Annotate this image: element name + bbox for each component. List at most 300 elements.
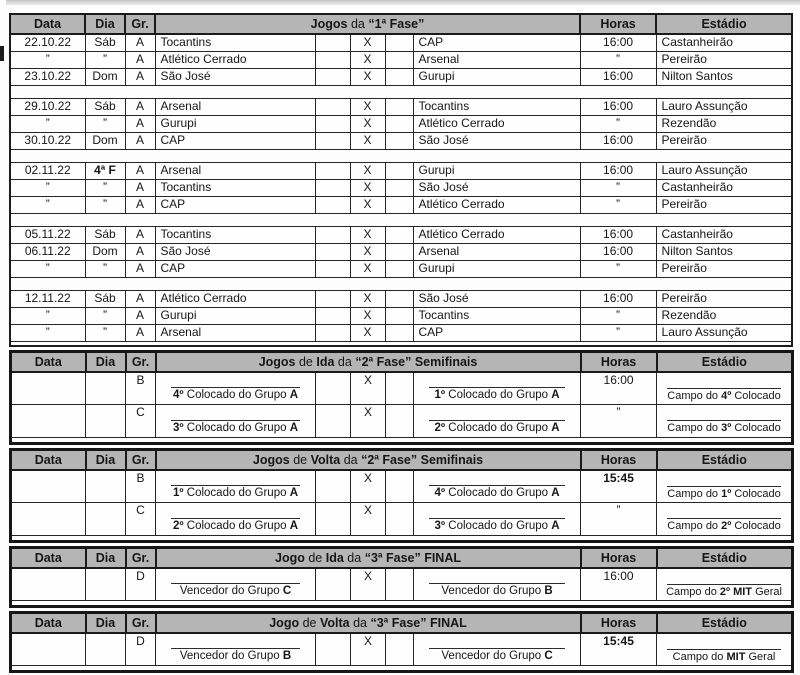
score-box-away [385,226,413,243]
col-header-horas: Horas [580,14,656,34]
time-cell: 16:00 [580,243,656,260]
away-team-cell [414,568,581,601]
home-team-label: 4º Colocado do Grupo A [172,389,299,402]
stadium-cell: Pereirão [656,290,792,307]
fill-slot [419,635,575,664]
score-box-home [315,243,350,260]
score-box-home [315,98,350,115]
col-header-data: Data [11,450,86,470]
stadium-cell: Rezendão [656,115,792,132]
day-cell: Sáb [85,98,125,115]
stadium-cell [657,568,793,601]
group-cell: A [125,243,155,260]
home-team-cell: Gurupi [155,307,315,324]
section-header-row [11,548,793,568]
date-cell: ” [10,324,85,341]
col-header-dia: Dia [86,613,126,633]
scan-artifact-top-band [6,0,800,5]
playoff-row [11,405,793,438]
time-cell: 16:00 [580,132,656,149]
stadium-cell [657,633,793,666]
score-box-home [316,405,351,438]
home-team-label: Vencedor do Grupo B [179,650,292,663]
section-ida-2fase [9,350,794,445]
separator-space [10,341,792,346]
group-cell: A [125,68,155,85]
date-cell: 05.11.22 [10,226,85,243]
score-box-away [385,243,413,260]
date-cell [11,372,86,405]
separator-space [11,601,793,607]
date-cell [11,405,86,438]
home-team-cell [156,503,316,536]
separator-row [10,85,792,98]
date-cell [11,470,86,503]
day-cell: Sáb [85,290,125,307]
score-box-away [386,372,414,405]
stadium-cell [657,405,793,438]
group-cell: A [125,307,155,324]
away-team-cell [414,503,581,536]
day-cell [86,470,126,503]
table-bottom-padding [11,601,793,607]
home-team-cell: Gurupi [155,115,315,132]
fill-slot [419,570,575,599]
day-cell: ” [85,179,125,196]
score-box-home [315,260,350,277]
day-cell: ” [85,260,125,277]
home-team-cell: Arsenal [155,98,315,115]
col-header-estadio: Estádio [657,352,793,372]
date-cell: 30.10.22 [10,132,85,149]
home-team-label: 2º Colocado do Grupo A [172,519,299,532]
match-row [10,179,792,196]
stadium-cell [657,503,793,536]
stadium-label: Campo do 3º Colocado [667,422,781,435]
col-header-dia: Dia [86,450,126,470]
score-box-home [315,196,350,213]
match-row [10,290,792,307]
x-cell: X [350,132,385,149]
section-title: Jogo de Ida da “3ª Fase” FINAL [156,548,581,568]
day-cell [86,633,126,666]
stadium-cell: Castanheirão [656,226,792,243]
away-team-cell: Atlético Cerrado [413,196,580,213]
score-box-home [315,162,350,179]
away-team-cell: CAP [413,34,580,51]
score-box-away [385,324,413,341]
home-team-cell [156,405,316,438]
x-cell: X [350,196,385,213]
stadium-cell: Pereirão [656,51,792,68]
score-box-away [385,196,413,213]
group-cell: A [125,162,155,179]
day-cell: ” [85,51,125,68]
x-cell: X [351,405,386,438]
time-cell: 15:45 [581,633,657,666]
date-cell: 23.10.22 [10,68,85,85]
col-header-horas: Horas [581,450,657,470]
score-box-home [315,307,350,324]
x-cell: X [350,98,385,115]
home-team-cell: CAP [155,196,315,213]
match-row [10,324,792,341]
home-team-cell [156,372,316,405]
away-team-cell: CAP [413,324,580,341]
away-team-cell: Gurupi [413,260,580,277]
time-cell: 16:00 [580,68,656,85]
fill-slot [161,406,310,435]
home-team-cell: Arsenal [155,162,315,179]
score-box-home [316,568,351,601]
group-cell: A [125,324,155,341]
stadium-cell: Nilton Santos [656,243,792,260]
score-box-home [315,179,350,196]
col-header-gr: Gr. [126,450,156,470]
col-header-dia: Dia [86,548,126,568]
separator-space [11,666,793,672]
fill-slot [419,406,575,435]
playoff-row [11,568,793,601]
home-team-label: 3º Colocado do Grupo A [172,421,299,434]
section-title: Jogos de Ida da “2ª Fase” Semifinais [156,352,581,372]
score-box-away [385,34,413,51]
separator-space [11,438,793,444]
group-cell: B [126,372,156,405]
day-cell: Sáb [85,226,125,243]
home-team-cell [156,470,316,503]
date-cell: 02.11.22 [10,162,85,179]
separator-space [10,213,792,226]
separator-space [10,85,792,98]
time-cell: ” [580,307,656,324]
home-team-label: Vencedor do Grupo C [179,585,292,598]
fill-slot [161,374,310,403]
day-cell: ” [85,324,125,341]
time-cell: ” [580,260,656,277]
score-box-away [385,98,413,115]
match-row [10,260,792,277]
stadium-cell: Castanheirão [656,34,792,51]
away-team-label: Vencedor do Grupo B [441,585,553,598]
time-cell: 16:00 [581,568,657,601]
x-cell: X [350,34,385,51]
fill-slot [419,374,575,403]
match-row [10,98,792,115]
separator-row [10,149,792,162]
x-cell: X [350,226,385,243]
score-box-away [386,503,414,536]
stadium-cell: Lauro Assunção [656,162,792,179]
group-cell: A [125,132,155,149]
match-row [10,115,792,132]
x-cell: X [350,51,385,68]
col-header-gr: Gr. [125,14,155,34]
away-team-cell [414,372,581,405]
stadium-cell [657,470,793,503]
score-box-away [385,132,413,149]
col-header-horas: Horas [581,352,657,372]
home-team-cell: Atlético Cerrado [155,290,315,307]
col-header-dia: Dia [85,14,125,34]
time-cell: 16:00 [580,98,656,115]
x-cell: X [350,179,385,196]
home-team-label: 1º Colocado do Grupo A [172,487,299,500]
col-header-estadio: Estádio [657,613,793,633]
away-team-cell: Gurupi [413,162,580,179]
group-cell: A [125,260,155,277]
away-team-label: 4º Colocado do Grupo A [434,487,560,500]
stadium-cell: Nilton Santos [656,68,792,85]
day-cell: Dom [85,132,125,149]
table-bottom-padding [10,341,792,346]
home-team-cell: São José [155,243,315,260]
date-cell [11,568,86,601]
time-cell: ” [581,405,657,438]
section-ida-3fase-final [9,546,794,608]
score-box-away [386,470,414,503]
phase1-title: Jogos da “1ª Fase” [155,14,580,34]
away-team-cell: Tocantins [413,307,580,324]
away-team-label: 1º Colocado do Grupo A [434,389,560,402]
match-row [10,34,792,51]
time-cell: ” [580,324,656,341]
col-header-estadio: Estádio [657,548,793,568]
time-cell: 16:00 [580,226,656,243]
time-cell: 16:00 [580,290,656,307]
col-header-gr: Gr. [126,548,156,568]
fill-slot [161,472,310,501]
col-header-estadio: Estádio [657,450,793,470]
date-cell: ” [10,115,85,132]
col-header-data: Data [11,352,86,372]
table-bottom-padding [11,536,793,542]
away-team-label: 2º Colocado do Grupo A [434,421,560,434]
home-team-cell [156,568,316,601]
score-box-away [385,179,413,196]
fill-slot [662,504,786,533]
group-cell: A [125,98,155,115]
separator-space [10,149,792,162]
away-team-cell [414,633,581,666]
score-box-home [316,503,351,536]
time-cell: ” [580,115,656,132]
fill-slot [662,635,786,664]
away-team-cell: Arsenal [413,51,580,68]
score-box-home [315,290,350,307]
date-cell: 06.11.22 [10,243,85,260]
group-cell: A [125,115,155,132]
stadium-cell: Rezendão [656,307,792,324]
section-volta-3fase-final [9,611,794,673]
day-cell [86,405,126,438]
fill-slot [662,406,786,435]
home-team-cell [156,633,316,666]
time-cell: ” [580,179,656,196]
x-cell: X [350,162,385,179]
day-cell: Dom [85,68,125,85]
x-cell: X [350,260,385,277]
score-box-home [315,51,350,68]
separator-space [11,536,793,542]
time-cell: ” [581,503,657,536]
table-bottom-padding [11,666,793,672]
away-team-cell [414,405,581,438]
col-header-estadio: Estádio [656,14,792,34]
x-cell: X [351,568,386,601]
date-cell: ” [10,51,85,68]
fill-slot [662,472,786,501]
group-cell: B [126,470,156,503]
match-row [10,68,792,85]
match-row [10,132,792,149]
match-row [10,307,792,324]
col-header-data: Data [11,613,86,633]
time-cell: ” [580,196,656,213]
fill-slot [161,504,310,533]
section-volta-2fase [9,448,794,543]
x-cell: X [351,470,386,503]
section-title: Jogo de Volta da “3ª Fase” FINAL [156,613,581,633]
score-box-home [315,132,350,149]
group-cell: D [126,633,156,666]
scan-artifact-edge-mark [0,46,4,61]
playoff-row [11,372,793,405]
score-box-home [315,68,350,85]
day-cell [86,372,126,405]
col-header-gr: Gr. [126,352,156,372]
day-cell: Sáb [85,34,125,51]
score-box-home [315,324,350,341]
col-header-data: Data [10,14,85,34]
x-cell: X [350,324,385,341]
home-team-cell: Arsenal [155,324,315,341]
away-team-cell: São José [413,179,580,196]
away-team-cell: São José [413,290,580,307]
match-row [10,162,792,179]
date-cell: 22.10.22 [10,34,85,51]
score-box-home [315,34,350,51]
day-cell [86,568,126,601]
group-cell: D [126,568,156,601]
stadium-label: Campo do 1º Colocado [667,487,781,500]
section-header-row [11,352,793,372]
score-box-away [385,115,413,132]
x-cell: X [350,68,385,85]
score-box-away [385,290,413,307]
section-title: Jogos de Volta da “2ª Fase” Semifinais [156,450,581,470]
home-team-cell: CAP [155,132,315,149]
score-box-home [316,633,351,666]
time-cell: 16:00 [581,372,657,405]
away-team-cell: Gurupi [413,68,580,85]
group-cell: A [125,34,155,51]
date-cell [11,503,86,536]
stadium-cell: Lauro Assunção [656,324,792,341]
stadium-cell [657,372,793,405]
home-team-cell: Tocantins [155,179,315,196]
x-cell: X [350,115,385,132]
date-cell: 29.10.22 [10,98,85,115]
stadium-label: Campo do 2º MIT Geral [666,585,782,598]
match-row [10,196,792,213]
col-header-data: Data [11,548,86,568]
col-header-dia: Dia [86,352,126,372]
date-cell: 12.11.22 [10,290,85,307]
stadium-cell: Lauro Assunção [656,98,792,115]
day-cell: 4ª F [85,162,125,179]
match-row [10,243,792,260]
time-cell: 16:00 [580,34,656,51]
away-team-cell: Arsenal [413,243,580,260]
table-bottom-padding [11,438,793,444]
away-team-cell: Atlético Cerrado [413,226,580,243]
separator-row [10,277,792,290]
col-header-gr: Gr. [126,613,156,633]
score-box-away [386,633,414,666]
fill-slot [662,570,786,599]
group-cell: A [125,290,155,307]
phase1-header-row [10,14,792,34]
fill-slot [419,504,575,533]
x-cell: X [350,243,385,260]
playoff-row [11,470,793,503]
match-row [10,226,792,243]
score-box-away [385,68,413,85]
separator-row [10,213,792,226]
section-header-row [11,613,793,633]
fill-slot [161,635,310,664]
date-cell: ” [10,307,85,324]
away-team-label: 3º Colocado do Grupo A [434,519,560,532]
group-cell: A [125,51,155,68]
x-cell: X [351,633,386,666]
away-team-cell: Atlético Cerrado [413,115,580,132]
score-box-home [315,226,350,243]
col-header-horas: Horas [581,613,657,633]
x-cell: X [351,372,386,405]
section-header-row [11,450,793,470]
x-cell: X [350,307,385,324]
score-box-away [385,260,413,277]
score-box-away [386,405,414,438]
col-header-horas: Horas [581,548,657,568]
match-row [10,51,792,68]
time-cell: 15:45 [581,470,657,503]
document [9,13,793,673]
stadium-label: Campo do 4º Colocado [667,389,781,402]
score-box-home [315,115,350,132]
separator-space [10,277,792,290]
date-cell: ” [10,179,85,196]
fill-slot [662,374,786,403]
stadium-cell: Pereirão [656,132,792,149]
away-team-label: Vencedor do Grupo C [441,650,553,663]
x-cell: X [351,503,386,536]
time-cell: ” [580,51,656,68]
stadium-cell: Pereirão [656,260,792,277]
stadium-cell: Pereirão [656,196,792,213]
fill-slot [419,472,575,501]
score-box-away [385,307,413,324]
day-cell: ” [85,307,125,324]
day-cell: ” [85,115,125,132]
x-cell: X [350,290,385,307]
score-box-home [316,470,351,503]
date-cell: ” [10,196,85,213]
score-box-away [385,51,413,68]
away-team-cell [414,470,581,503]
